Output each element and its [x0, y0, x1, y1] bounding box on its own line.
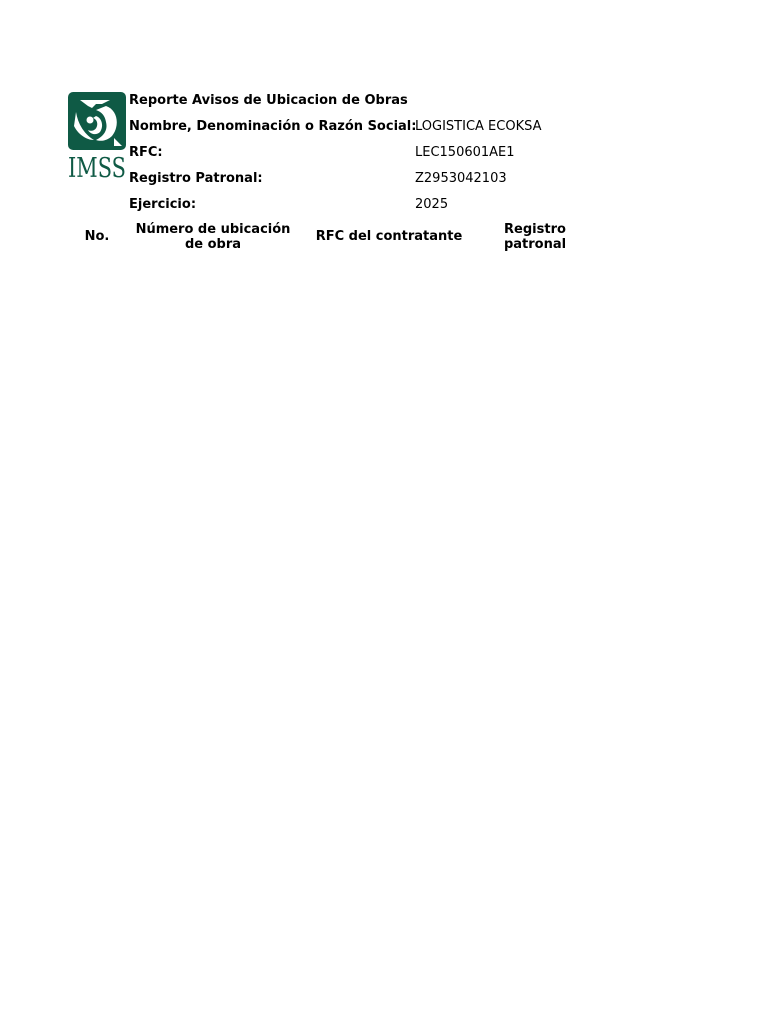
rfc-label: RFC: [129, 145, 163, 160]
registro-patronal-value: Z2953042103 [415, 171, 507, 186]
column-header-no: No. [84, 229, 110, 244]
rfc-value: LEC150601AE1 [415, 145, 515, 160]
nombre-label: Nombre, Denominación o Razón Social: [129, 119, 417, 134]
nombre-value: LOGISTICA ECOKSA [415, 119, 542, 134]
imss-logo-text: IMSS [68, 153, 126, 184]
ejercicio-value: 2025 [415, 197, 449, 212]
column-header-numero-ubicacion: Número de ubicación de obra [135, 222, 291, 252]
column-header-registro-patronal: Registro patronal [503, 222, 567, 252]
report-title: Reporte Avisos de Ubicacion de Obras [129, 93, 408, 108]
ejercicio-label: Ejercicio: [129, 197, 197, 212]
column-header-rfc-contratante: RFC del contratante [315, 229, 463, 244]
registro-patronal-label: Registro Patronal: [129, 171, 263, 186]
imss-logo [66, 90, 128, 182]
